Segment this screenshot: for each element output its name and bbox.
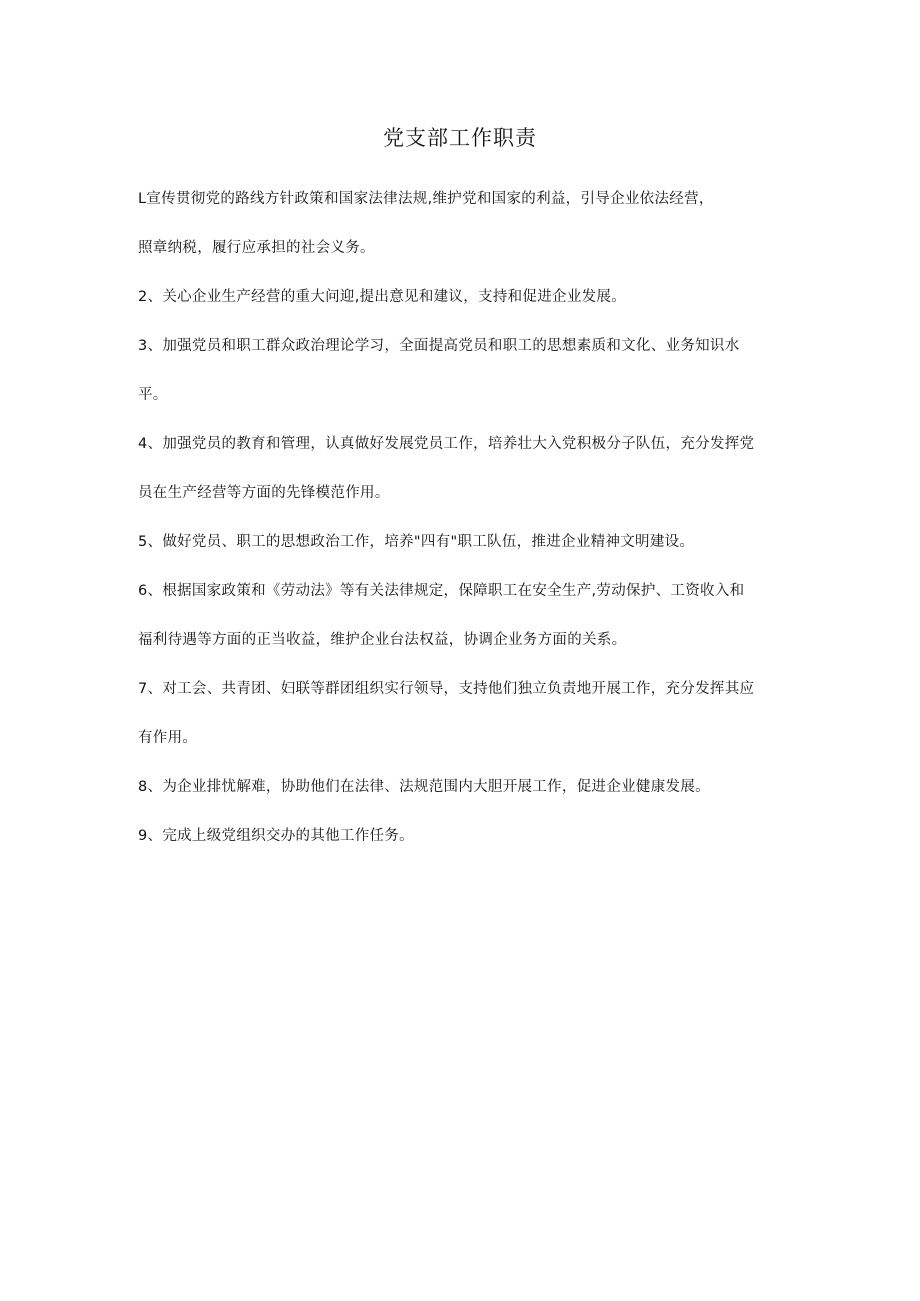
body-line: 3、加强党员和职工群众政治理论学习，全面提高党员和职工的思想素质和文化、业务知识水 [138, 338, 740, 354]
body-line: 5、做好党员、职工的思想政治工作，培养"四有"职工队伍，推进企业精神文明建设。 [138, 534, 695, 550]
body-line: 8、为企业排忧解难，协助他们在法律、法规范围内大胆开展工作，促进企业健康发展。 [138, 779, 710, 795]
body-line: 4、加强党员的教育和管理，认真做好发展党员工作，培养壮大入党积极分子队伍，充分发挥党 [138, 436, 755, 452]
body-line: L宣传贯彻党的路线方针政策和国家法律法规,维护党和国家的利益，引导企业依法经营， [138, 191, 714, 207]
body-line: 平。 [138, 387, 168, 403]
body-line: 员在生产经营等方面的先锋模范作用。 [138, 485, 390, 501]
body-line: 福利待遇等方面的正当收益，维护企业台法权益，协调企业务方面的关系。 [138, 632, 627, 648]
document-body [138, 183, 788, 869]
body-line: 2、关心企业生产经营的重大问迎,提出意见和建议，支持和促进企业发展。 [138, 289, 627, 305]
body-line: 照章纳税，履行应承担的社会义务。 [138, 240, 375, 256]
body-line: 9、完成上级党组织交办的其他工作任务。 [138, 828, 414, 844]
body-line: 有作用。 [138, 730, 198, 746]
document-title: 党支部工作职责 [383, 126, 537, 150]
body-line: 7、对工会、共青团、妇联等群团组织实行领导，支持他们独立负责地开展工作，充分发挥其应 [138, 681, 755, 697]
body-line: 6、根据国家政策和《劳动法》等有关法律规定，保障职工在安全生产,劳动保护、工资收入和 [138, 583, 745, 599]
